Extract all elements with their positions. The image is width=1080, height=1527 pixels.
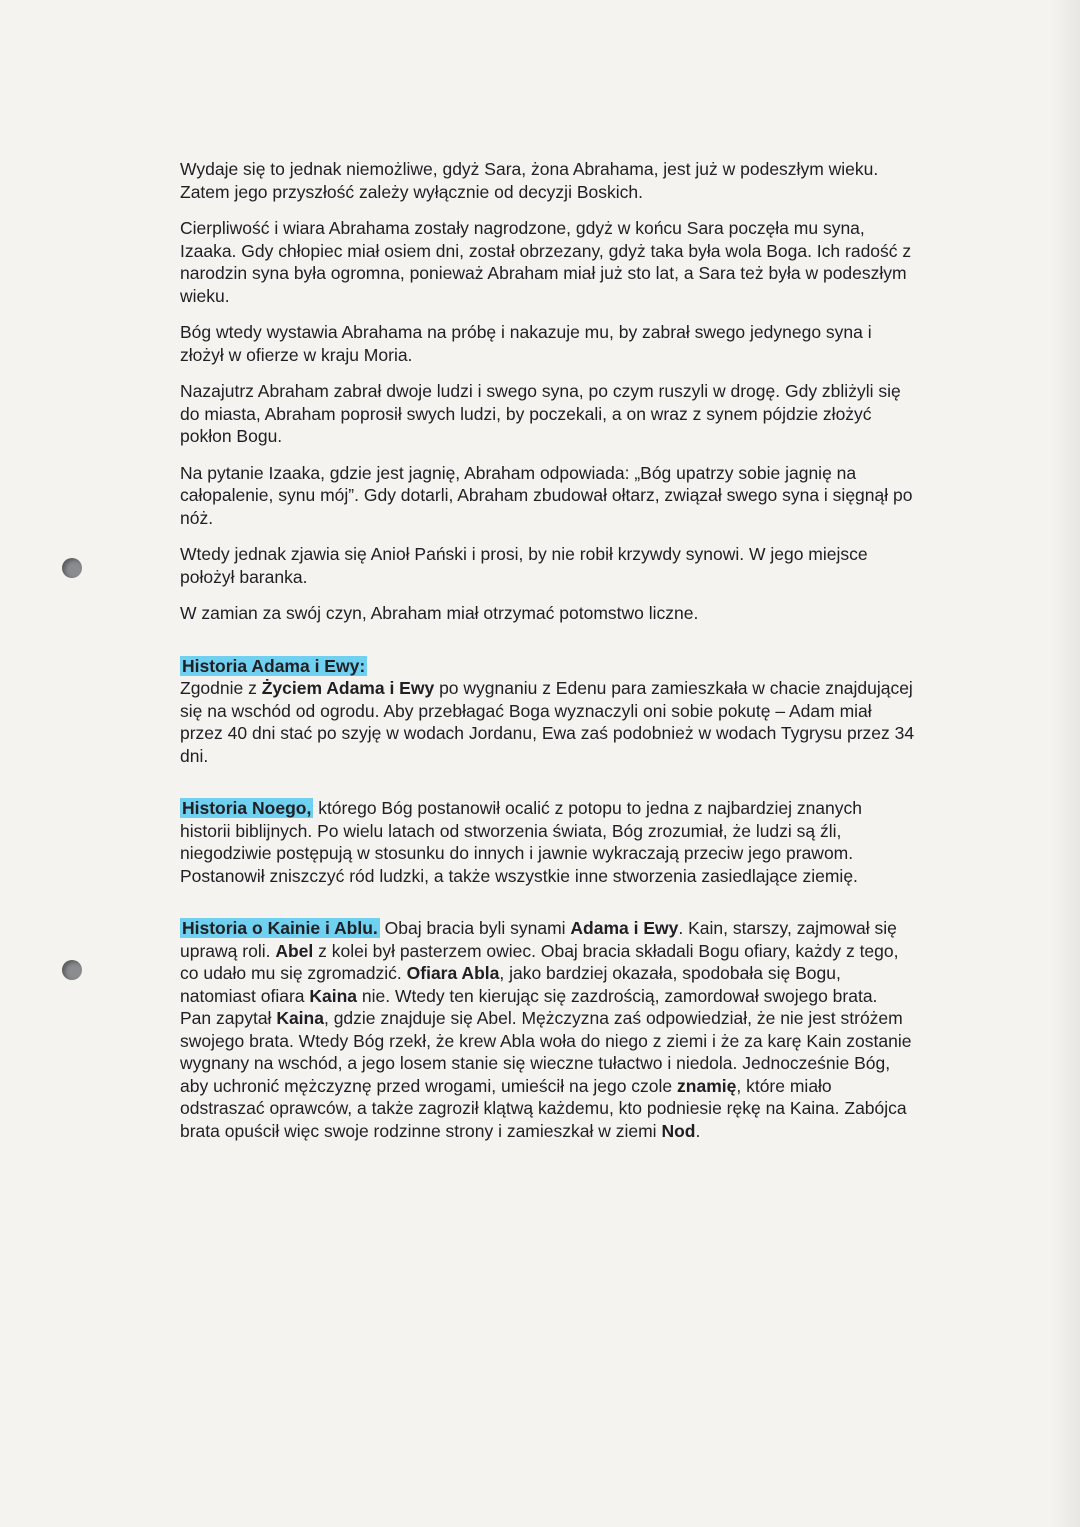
- bold-term: Życiem Adama i Ewy: [261, 678, 435, 698]
- text-run: Zgodnie z: [180, 678, 262, 698]
- text-run: nie. Wtedy ten kierując się zazdrością, zamordował swojego brata.: [357, 985, 878, 1006]
- section-heading-highlight: Historia Noego,: [182, 798, 312, 818]
- document-body: [180, 158, 915, 1156]
- paragraph: Wydaje się to jednak niemożliwe, gdyż Sara, żona Abrahama, jest już w podeszłym wieku. Zatem jego przyszłość zależy wyłącznie od decyzji Boskich.: [180, 159, 879, 202]
- paragraph: Na pytanie Izaaka, gdzie jest jagnię, Abraham odpowiada: „Bóg upatrzy sobie jagnię na całopalenie, synu mój”. Gdy dotarli, Abraham zbudował ołtarz, związał swego syna i sięgnął po nóż.: [180, 462, 913, 528]
- text-run: Obaj bracia byli synami: [379, 918, 571, 938]
- section-kain-continued: [180, 1007, 915, 1142]
- bold-term: Abel: [275, 940, 314, 961]
- text-run: , które miało odstraszać oprawców, a także zagroził klątwą każdemu, kto podniesie rękę na Kaina. Zabójca brata opuścił więc swoje rodzinne strony i zamieszkał w ziemi: [180, 1075, 907, 1141]
- text-run: . Kain, starszy, zajmował się uprawą roli.: [180, 918, 897, 961]
- text-run: po wygnaniu z Edenu para zamieszkała w chacie znajdującej się na wschód od ogrodu. Aby przebłagać Boga wyznaczyli oni sobie pokutę – Adam miał przez 40 dni stać po szyję w wodach Jordanu, Ewa zaś podobnież w wodach Tygrysu przez 34 dni.: [180, 678, 915, 766]
- punch-hole: [62, 960, 82, 980]
- section-heading-highlight: Historia Adama i Ewy:: [182, 655, 366, 676]
- paragraph: Wtedy jednak zjawia się Anioł Pański i prosi, by nie robił krzywdy synowi. W jego miejsce położył baranka.: [180, 544, 868, 587]
- text-run: którego Bóg postanowił ocalić z potopu to jedna z najbardziej znanych historii biblijnych. Po wielu latach od stworzenia świata, Bóg zrozumiał, że ludzi są źli, niegodziwie postępują w stosunku do innych i jawnie wykraczają przeciw jego prawom. Postanowił zniszczyć ród ludzki, a także wszystkie inne stworzenia zasiedlające ziemię.: [180, 798, 863, 886]
- text-run: z kolei był pasterzem owiec. Obaj bracia składali Bogu ofiary, każdy z tego, co udało mu się zgromadzić.: [180, 940, 899, 983]
- paragraph: Bóg wtedy wystawia Abrahama na próbę i nakazuje mu, by zabrał swego jedynego syna i złożył w ofierze w kraju Moria.: [180, 322, 872, 365]
- bold-term: Kaina: [309, 985, 358, 1006]
- section-adam: [180, 655, 915, 768]
- text-run: , gdzie znajduje się Abel. Mężczyzna zaś odpowiedział, że nie jest stróżem swojego brata. Wtedy Bóg rzekł, że krew Abla woła do niego z ziemi i że za karę Kain zostanie wygnany na wschód, a jego losem stanie się wieczne tułactwo i niedola. Jednocześnie Bóg, aby uchronić mężczyznę przed wrogami, umieścił na jego czole: [180, 1008, 912, 1096]
- section-kain: [180, 917, 915, 1007]
- bold-term: Ofiara Abla: [406, 963, 500, 983]
- bold-term: Nod: [661, 1120, 696, 1141]
- text-run: .: [695, 1120, 701, 1141]
- bold-term: Kaina: [276, 1008, 324, 1028]
- punch-hole: [62, 558, 82, 578]
- bold-term: znamię: [677, 1075, 737, 1096]
- bold-term: Adama i Ewy: [570, 918, 679, 938]
- paragraph: Nazajutrz Abraham zabrał dwoje ludzi i swego syna, po czym ruszyli w drogę. Gdy zbliżyli się do miasta, Abraham poprosił swych ludzi, by poczekali, a on wraz z synem pójdzie złożyć pokłon Bogu.: [180, 381, 901, 446]
- text-run: , jako bardziej okazała, spodobała się Bogu, natomiast ofiara: [180, 963, 841, 1006]
- text-run: Pan zapytał: [180, 1008, 277, 1028]
- paragraph: Cierpliwość i wiara Abrahama zostały nagrodzone, gdyż w końcu Sara poczęła mu syna, Izaaka. Gdy chłopiec miał osiem dni, został obrzezany, gdyż taka była wola Boga. Ich radość z narodzin syna była ogromna, ponieważ Abraham miał już sto lat, a Sara też była w podeszłym wieku.: [180, 218, 912, 306]
- paragraph: W zamian za swój czyn, Abraham miał otrzymać potomstwo liczne.: [180, 603, 699, 623]
- section-noe: [180, 797, 915, 887]
- section-heading-highlight: Historia o Kainie i Ablu.: [182, 918, 378, 938]
